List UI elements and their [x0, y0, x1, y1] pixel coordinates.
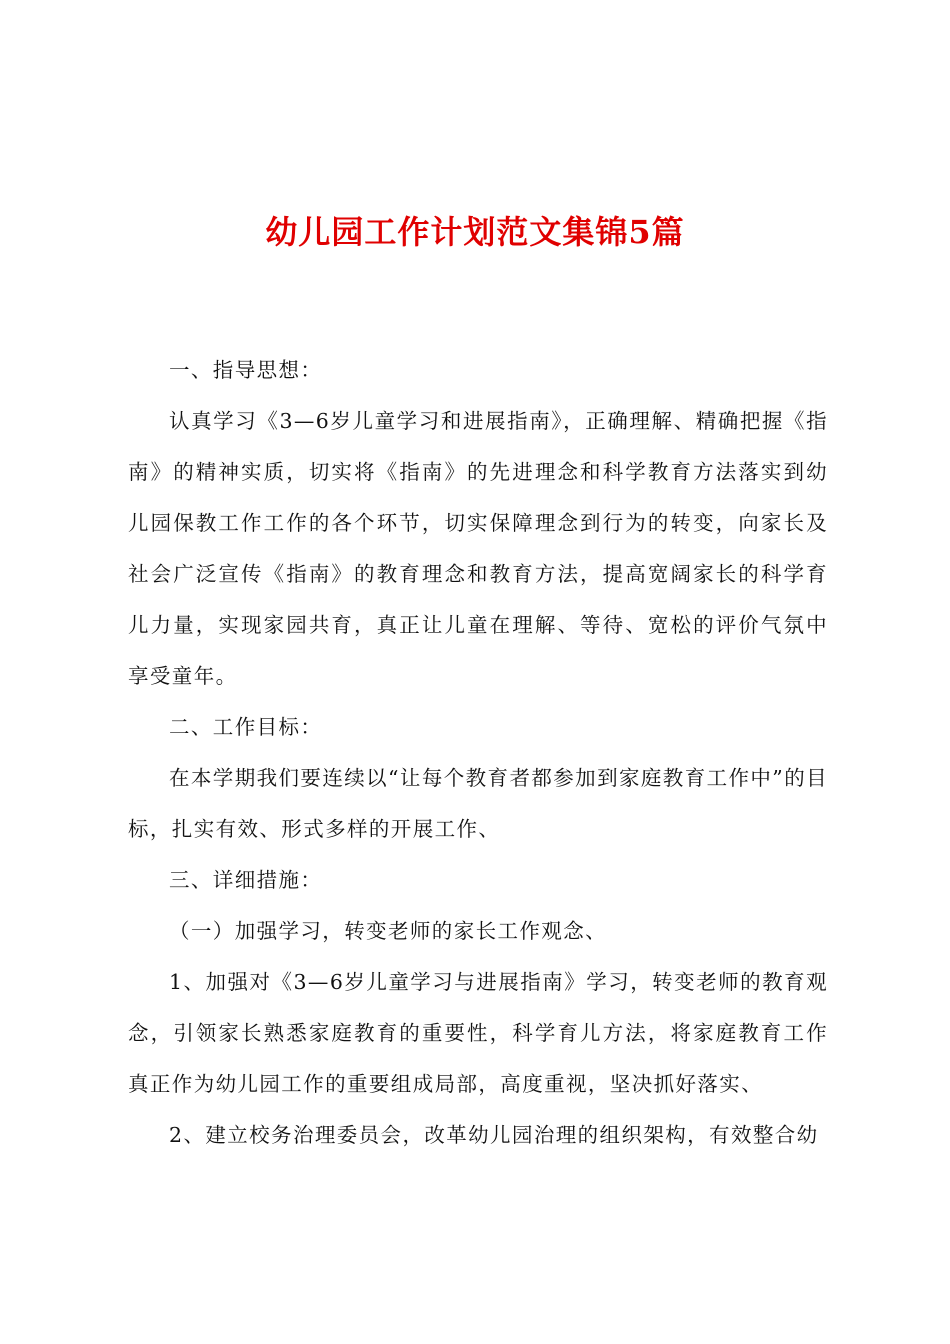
paragraph-measure-1: 1、加强对《3—6岁儿童学习与进展指南》学习，转变老师的教育观念，引领家长熟悉家庭教育的重要性，科学育儿方法，将家庭教育工作真正作为幼儿园工作的重要组成局部，高度重视，坚决抓好落实、: [128, 970, 828, 1096]
paragraph-guiding-ideology: 认真学习《3—6岁儿童学习和进展指南》，正确理解、精确把握《指南》的精神实质，切实将《指南》的先进理念和科学教育方法落实到幼儿园保教工作工作的各个环节，切实保障理念到行为的转变，向家长及社会广泛宣传《指南》的教育理念和教育方法，提高宽阔家长的科学育儿力量，实现家园共育，真正让儿童在理解、等待、宽松的评价气氛中享受童年。: [128, 409, 828, 688]
subsection-heading-strengthen-learning: （一）加强学习，转变老师的家长工作观念、: [169, 919, 607, 943]
section-heading-guiding-ideology: 一、指导思想：: [169, 358, 323, 382]
section-heading-measures: 三、详细措施：: [169, 868, 323, 892]
document-body: [128, 345, 828, 1161]
paragraph-work-goals: 在本学期我们要连续以“让每个教育者都参加到家庭教育工作中”的目标，扎实有效、形式多样的开展工作、: [128, 766, 828, 841]
paragraph-measure-2: 2、建立校务治理委员会，改革幼儿园治理的组织架构，有效整合幼: [169, 1123, 819, 1147]
document-title: 幼儿园工作计划范文集锦5篇: [265, 213, 685, 251]
section-heading-work-goals: 二、工作目标：: [169, 715, 323, 739]
